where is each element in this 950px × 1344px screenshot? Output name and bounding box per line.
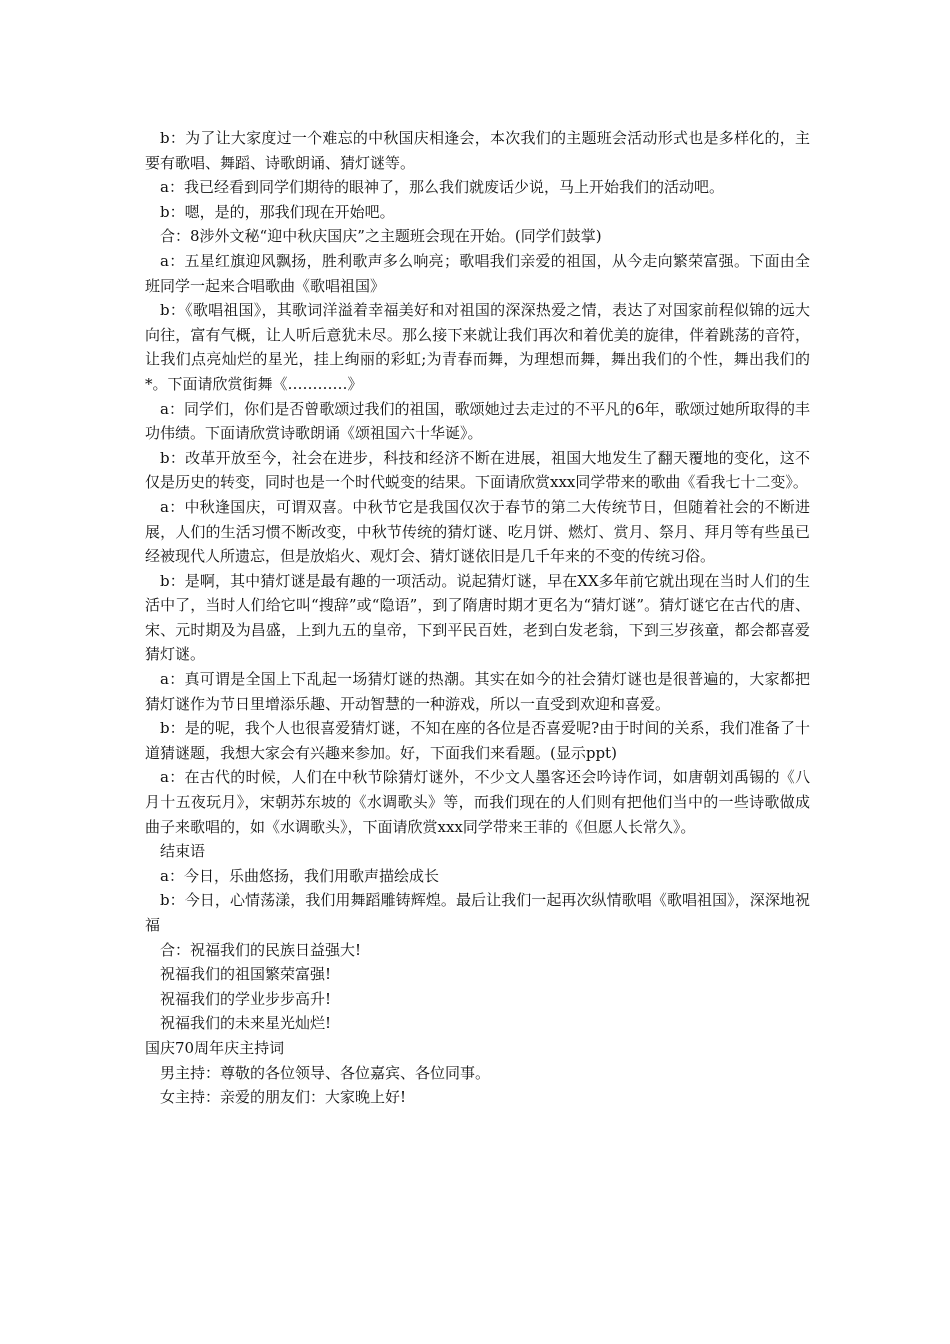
paragraph: b：改革开放至今，社会在进步，科技和经济不断在进展，祖国大地发生了翻天覆地的变化，这不仅是历史的转变，同时也是一个时代蜕变的结果。下面请欣赏xxx同学带来的歌曲《看我七十二变》。 (145, 448, 810, 492)
paragraph: b：《歌唱祖国》，其歌词洋溢着幸福美好和对祖国的深深热爱之情，表达了对国家前程似锦的远大向往，富有气概，让人听后意犹未尽。那么接下来就让我们再次和着优美的旋律，伴着跳荡的音符，让我们点亮灿烂的星光，挂上绚丽的彩虹;为青春而舞，为理想而舞，舞出我们的个性，舞出我们的*。下面请欣赏街舞《…………》 (145, 301, 810, 393)
paragraph: 合：8涉外文秘“迎中秋庆国庆”之主题班会现在开始。(同学们鼓掌) (160, 227, 602, 246)
paragraph: b：今日，心情荡漾，我们用舞蹈雕铸辉煌。最后让我们一起再次纵情歌唱《歌唱祖国》，深深地祝福 (145, 891, 810, 934)
section-heading-closing: 结束语 (160, 842, 206, 861)
paragraph: a：中秋逢国庆，可谓双喜。中秋节它是我国仅次于春节的第二大传统节日，但随着社会的不断进展，人们的生活习惯不断改变，中秋节传统的猜灯谜、吃月饼、燃灯、赏月、祭月、拜月等有些虽已经被现代人所遗忘，但是放焰火、观灯会、猜灯谜依旧是几千年来的不变的传统习俗。 (145, 497, 810, 566)
paragraph: b：为了让大家度过一个难忘的中秋国庆相逢会，本次我们的主题班会活动形式也是多样化的，主要有歌唱、舞蹈、诗歌朗诵、猜灯谜等。 (145, 129, 810, 172)
paragraph: 合：祝福我们的民族日益强大! (160, 940, 362, 959)
document-body (145, 126, 810, 1110)
paragraph: 祝福我们的祖国繁荣富强! (160, 965, 332, 984)
paragraph: b：是的呢，我个人也很喜爱猜灯谜，不知在座的各位是否喜爱呢?由于时间的关系，我们准备了十道猜谜题，我想大家会有兴趣来参加。好，下面我们来看题。(显示ppt) (145, 719, 810, 762)
paragraph: 男主持：尊敬的各位领导、各位嘉宾、各位同事。 (160, 1063, 491, 1082)
paragraph: 女主持：亲爱的朋友们：大家晚上好! (160, 1088, 407, 1107)
section-title: 国庆70周年庆主持词 (145, 1038, 285, 1057)
paragraph: a：真可谓是全国上下乱起一场猜灯谜的热潮。其实在如今的社会猜灯谜也是很普遍的，大家都把猜灯谜作为节日里增添乐趣、开动智慧的一种游戏，所以一直受到欢迎和喜爱。 (145, 670, 810, 713)
paragraph: 祝福我们的未来星光灿烂! (160, 1014, 332, 1033)
paragraph: a：同学们，你们是否曾歌颂过我们的祖国，歌颂她过去走过的不平凡的6年，歌颂过她所取得的丰功伟绩。下面请欣赏诗歌朗诵《颂祖国六十华诞》。 (145, 399, 810, 443)
paragraph: a：我已经看到同学们期待的眼神了，那么我们就废话少说，马上开始我们的活动吧。 (160, 178, 724, 197)
paragraph: a：今日，乐曲悠扬，我们用歌声描绘成长 (160, 866, 439, 885)
paragraph: 祝福我们的学业步步高升! (160, 989, 332, 1008)
paragraph: b：嗯，是的，那我们现在开始吧。 (160, 202, 395, 221)
paragraph: b：是啊，其中猜灯谜是最有趣的一项活动。说起猜灯谜，早在XX多年前它就出现在当时人们的生活中了，当时人们给它叫“搜辞”或“隐语”，到了隋唐时期才更名为“猜灯谜”。猜灯谜它在古代的唐、宋、元时期及为昌盛，上到九五的皇帝，下到平民百姓，老到白发老翁，下到三岁孩童，都会都喜爱猜灯谜。 (145, 571, 810, 664)
paragraph: a：在古代的时候，人们在中秋节除猜灯谜外，不少文人墨客还会吟诗作词，如唐朝刘禹锡的《八月十五夜玩月》，宋朝苏东坡的《水调歌头》等，而我们现在的人们则有把他们当中的一些诗歌做成曲子来歌唱的，如《水调歌头》，下面请欣赏xxx同学带来王菲的《但愿人长常久》。 (145, 768, 810, 836)
paragraph: a：五星红旗迎风飘扬，胜利歌声多么响亮；歌唱我们亲爱的祖国，从今走向繁荣富强。下面由全班同学一起来合唱歌曲《歌唱祖国》 (145, 251, 810, 295)
